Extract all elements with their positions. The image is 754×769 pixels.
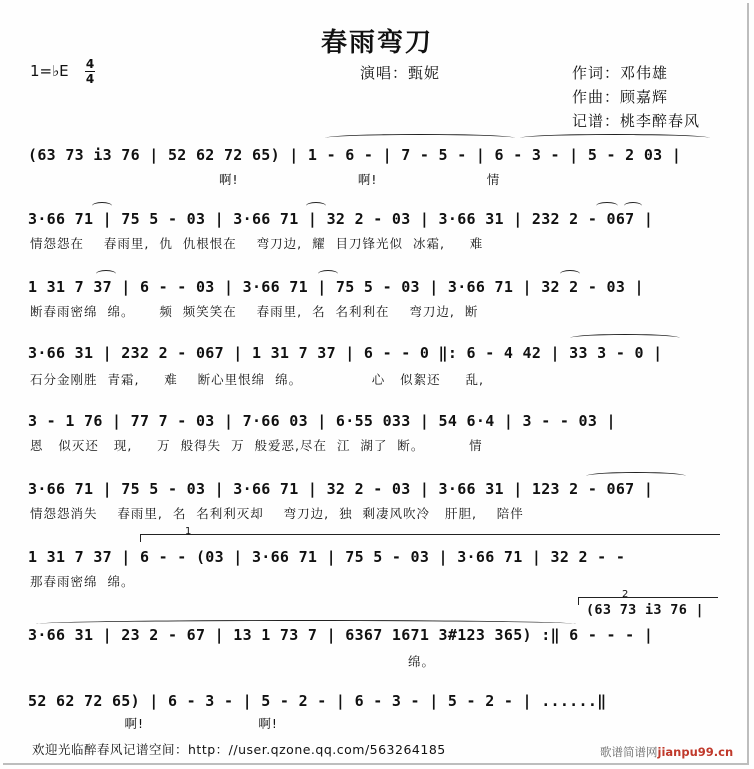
volta-2-number: 2: [622, 589, 629, 600]
phrase-arc: [36, 620, 576, 628]
volta-2-tick: [578, 597, 579, 605]
score-row-8-notes: 3·66 31 | 23 2 - 67 | 13 1 73 7 | 6367 1671 3#123 365) :‖ 6 - - - |: [28, 626, 654, 644]
volta-1-tick: [140, 534, 141, 542]
watermark-prefix: 歌谱简谱网: [600, 745, 658, 759]
score-row-9-lyrics: 啊! 啊!: [30, 716, 278, 731]
score-row-4-notes: 3·66 31 | 232 2 - 067 | 1 31 7 37 | 6 - - 0 ‖: 6 - 4 42 | 33 3 - 0 |: [28, 344, 663, 362]
lyricist-credit: 作词：邓伟雄: [572, 64, 669, 82]
score-row-4-lyrics: 石分金刚胜 青霜, 难 断心里恨绵 绵。 心 似絮还 乱,: [30, 372, 485, 387]
score-row-3-notes: 1 31 7 37 | 6 - - 03 | 3·66 71 | 75 5 - 03 | 3·66 71 | 32 2 - 03 |: [28, 278, 644, 296]
volta-1-bracket: [140, 534, 720, 535]
score-row-3-lyrics: 断春雨密绵 绵。 频 频笑笑在 春雨里, 名 名利利在 弯刀边, 断: [30, 304, 479, 319]
slur-arc: [596, 202, 618, 210]
watermark-site: jianpu99.cn: [657, 745, 734, 759]
volta-2-bracket: [578, 597, 718, 598]
time-signature-top: 4: [85, 57, 95, 71]
slur-arc: [624, 202, 642, 210]
tie-arc: [325, 134, 515, 142]
volta-2-notes: (63 73 i3 76 |: [586, 602, 704, 618]
score-row-7-notes: 1 31 7 37 | 6 - - (03 | 3·66 71 | 75 5 - 03 | 3·66 71 | 32 2 - -: [28, 548, 626, 566]
volta-1-number: 1: [185, 526, 192, 537]
score-row-6-lyrics: 情怨怨消失 春雨里, 名 名利利灭却 弯刀边, 独 剩凄风吹冷 肝胆, 陪伴: [30, 506, 524, 521]
watermark-logo: [600, 744, 740, 764]
score-row-8-lyrics: 绵。: [30, 654, 435, 669]
slur-arc: [560, 270, 580, 278]
score-row-1-lyrics: 啊! 啊! 情: [30, 172, 501, 187]
score-row-1-notes: (63 73 i3 76 | 52 62 72 65) | 1 - 6 - | 7 - 5 - | 6 - 3 - | 5 - 2 03 |: [28, 146, 682, 164]
slur-arc: [306, 202, 326, 210]
footer-url: 欢迎光临醉春风记谱空间：http：//user.qzone.qq.com/563264185: [32, 742, 446, 757]
score-row-6-notes: 3·66 71 | 75 5 - 03 | 3·66 71 | 32 2 - 03 | 3·66 31 | 123 2 - 067 |: [28, 480, 654, 498]
tie-arc: [520, 134, 710, 142]
score-row-2-lyrics: 情怨怨在 春雨里, 仇 仇根恨在 弯刀边, 耀 目刀锋光似 冰霜, 难: [30, 236, 484, 251]
score-row-9-notes: 52 62 72 65) | 6 - 3 - | 5 - 2 - | 6 - 3 - | 5 - 2 - | ......‖: [28, 692, 607, 710]
slur-arc: [92, 202, 112, 210]
tie-arc: [586, 472, 686, 480]
slur-arc: [318, 270, 338, 278]
score-row-5-lyrics: 恩 似灭还 现, 万 般得失 万 般爱恶,尽在 江 湖了 断。 情: [30, 438, 483, 453]
tie-arc: [570, 334, 680, 342]
slur-arc: [96, 270, 116, 278]
song-title: 春雨弯刀: [320, 28, 433, 58]
time-signature: [85, 58, 95, 85]
time-signature-bottom: 4: [85, 72, 95, 86]
score-row-7-lyrics: 那春雨密绵 绵。: [30, 574, 135, 589]
singer-credit: 演唱：甄妮: [360, 64, 441, 82]
score-row-2-notes: 3·66 71 | 75 5 - 03 | 3·66 71 | 32 2 - 03 | 3·66 31 | 232 2 - 067 |: [28, 210, 654, 228]
score-row-5-notes: 3 - 1 76 | 77 7 - 03 | 7·66 03 | 6·55 033 | 54 6·4 | 3 - - 03 |: [28, 412, 616, 430]
transcriber-credit: 记谱：桃李醉春风: [572, 112, 701, 130]
key-signature: 1=♭E: [30, 62, 69, 80]
composer-credit: 作曲：顾嘉辉: [572, 88, 669, 106]
